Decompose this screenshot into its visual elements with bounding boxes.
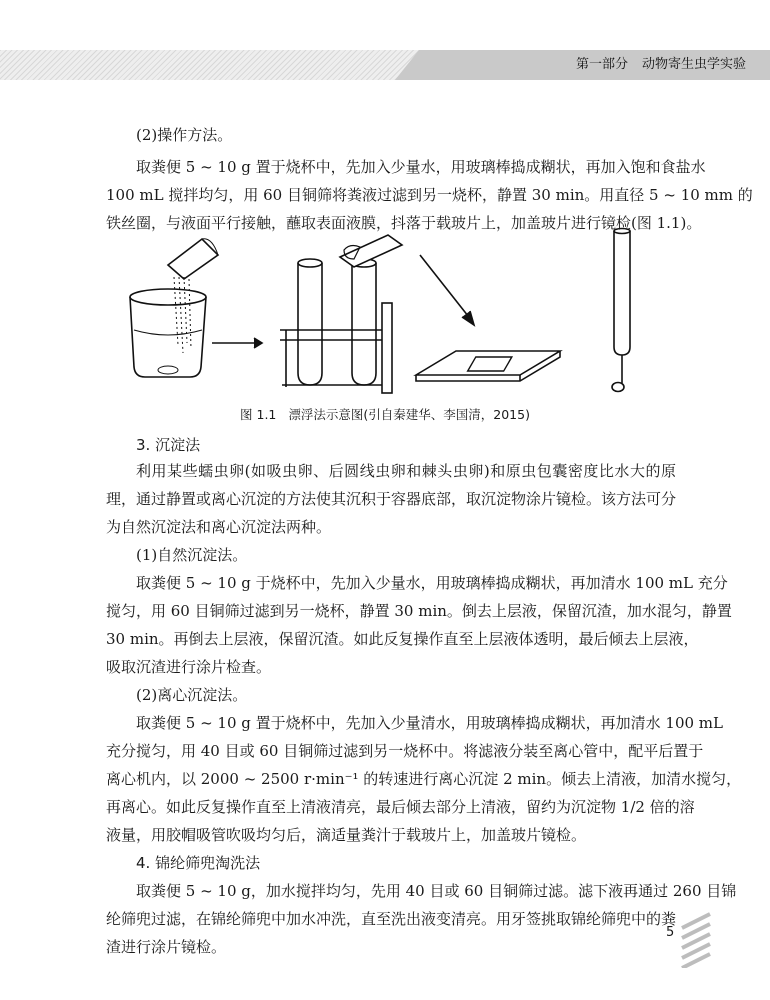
paragraph-line: 利用某些蠕虫卵(如吸虫卵、后圆线虫卵和棘头虫卵)和原虫包囊密度比水大的原: [136, 462, 676, 480]
nylon-sieve-heading: 4. 锦纶筛兜淘洗法: [136, 854, 261, 872]
paragraph-line: 纶筛兜过滤，在锦纶筛兜中加水冲洗，直至洗出液变清亮。用牙签挑取锦纶筛兜中的粪: [106, 910, 677, 928]
microscope-slide: [416, 351, 560, 381]
paragraph-line: 充分搅匀，用 40 目或 60 目铜筛过滤到另一烧杯中。将滤液分装至离心管中，配平后置于: [106, 742, 704, 760]
paragraph-line: 吸取沉渣进行涂片检查。: [106, 658, 272, 676]
paragraph-line: 搅匀，用 60 目铜筛过滤到另一烧杯，静置 30 min。倒去上层液，保留沉渣，加水混匀，静置: [106, 602, 732, 620]
figure-caption: [0, 405, 770, 423]
centrifugal-sedimentation-heading: (2)离心沉淀法。: [136, 686, 248, 704]
paragraph-line: 取粪便 5 ~ 10 g，加水搅拌均匀，先用 40 目或 60 目铜筛过滤。滤下液再通过 260 目锦: [136, 882, 737, 900]
figure-caption-text: 漂浮法示意图(引自秦建华、李国清，2015): [288, 407, 530, 422]
header-part: 第一部分: [575, 57, 628, 72]
paragraph-line: 为自然沉淀法和离心沉淀法两种。: [106, 518, 332, 536]
header-title: 动物寄生虫学实验: [641, 57, 746, 72]
paragraph-line: 再离心。如此反复操作直至上清液清亮，最后倾去部分上清液，留约为沉淀物 1/2 倍的溶: [106, 798, 695, 816]
page-corner-stripes-icon: [676, 912, 716, 968]
paragraph-line: 液量，用胶帽吸管吹吸均匀后，滴适量粪汁于载玻片上，加盖玻片镜检。: [106, 826, 587, 844]
paragraph-line: 铁丝圈，与液面平行接触，蘸取表面液膜，抖落于载玻片上，加盖玻片进行镜检(图 1.1)。: [106, 214, 702, 232]
running-header: [576, 55, 746, 75]
test-tube-rack: [280, 259, 392, 393]
arrow: [420, 255, 472, 321]
paragraph-line: 理，通过静置或离心沉淀的方法使其沉积于容器底部，取沉淀物涂片镜检。该方法可分: [106, 490, 677, 508]
paragraph-line: 取粪便 5 ~ 10 g 置于烧杯中，先加入少量水，用玻璃棒捣成糊状，再加入饱和食盐水: [136, 158, 706, 176]
paragraph-line: 离心机内，以 2000 ~ 2500 r·min⁻¹ 的转速进行离心沉淀 2 min。倾去上清液，加清水搅匀，: [106, 770, 742, 788]
paragraph-line: 30 min。再倒去上层液，保留沉渣。如此反复操作直至上层液体透明，最后倾去上层液，: [106, 630, 699, 648]
paragraph-line: 渣进行涂片镜检。: [106, 938, 227, 956]
page-number: 5: [666, 925, 675, 940]
flotation-diagram: [120, 225, 650, 400]
wire-loop-tool: [612, 229, 630, 392]
paragraph-line: 取粪便 5 ~ 10 g 置于烧杯中，先加入少量清水，用玻璃棒捣成糊状，再加清水 100 mL: [136, 714, 723, 732]
figure-label: 图 1.1: [240, 407, 277, 422]
paragraph-line: 100 mL 搅拌均匀，用 60 目铜筛将粪液过滤到另一烧杯，静置 30 min。用直径 5 ~ 10 mm 的: [106, 186, 753, 204]
beaker-illustration: [130, 239, 218, 377]
paragraph-line: 取粪便 5 ~ 10 g 于烧杯中，先加入少量水，用玻璃棒捣成糊状，再加清水 100 mL 充分: [136, 574, 728, 592]
sedimentation-heading: 3. 沉淀法: [136, 436, 201, 454]
operation-method-heading: (2)操作方法。: [136, 126, 233, 144]
natural-sedimentation-heading: (1)自然沉淀法。: [136, 546, 248, 564]
